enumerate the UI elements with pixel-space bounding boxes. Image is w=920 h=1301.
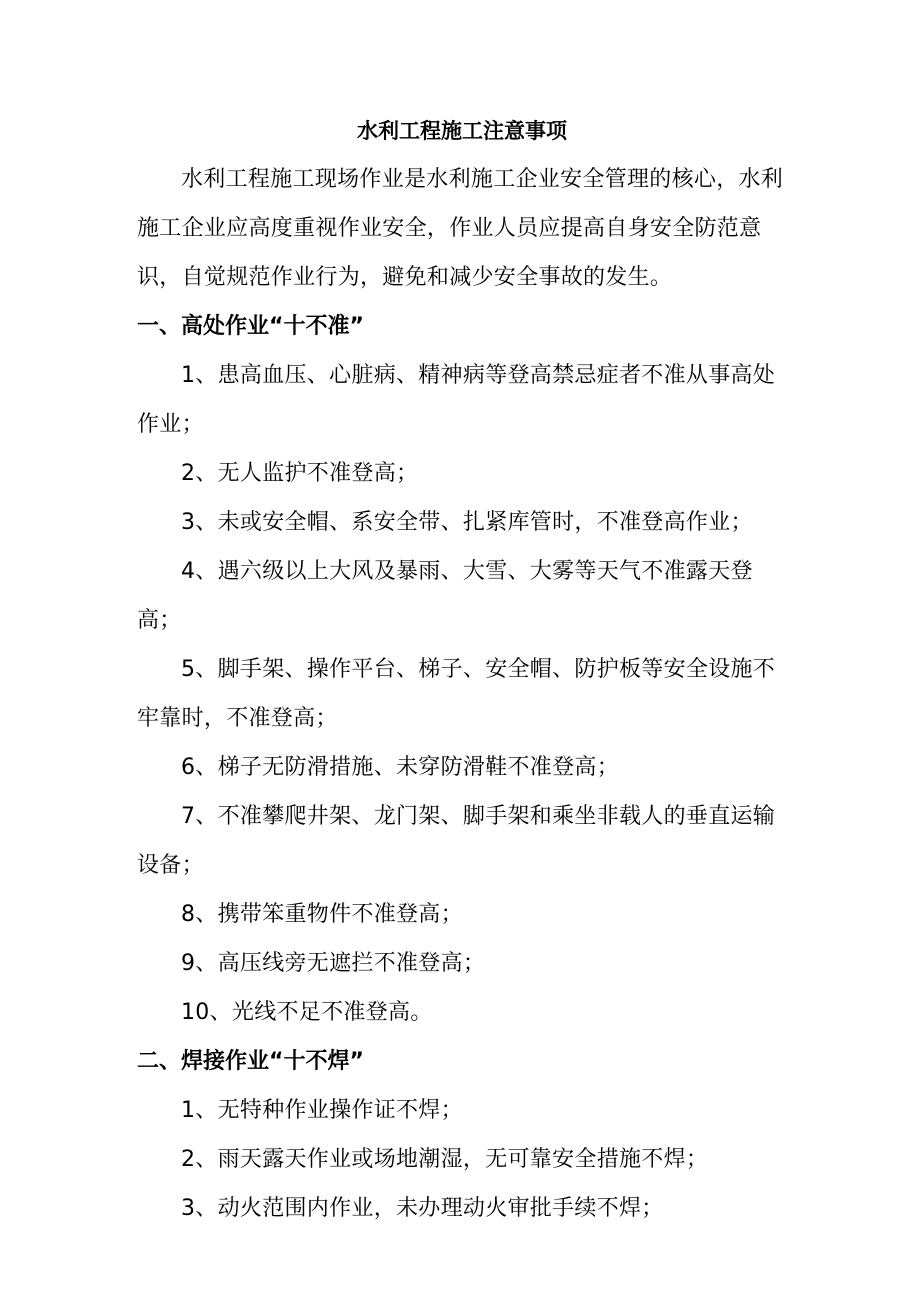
list-item: 3、动火范围内作业，未办理动火审批手续不焊； [181,1196,664,1221]
list-item: 2、雨天露天作业或场地潮湿，无可靠安全措施不焊； [181,1147,709,1172]
list-item: 3、未或安全帽、系安全带、扎紧库管时，不准登高作业； [181,510,753,535]
list-item: 1、患高血压、心脏病、精神病等登高禁忌症者不准从事高处作业； [137,363,776,437]
section-welding [137,1037,787,1233]
section-heading: 二、焊接作业“十不焊” [137,1049,364,1074]
document-title: 水利工程施工注意事项 [357,119,567,143]
list-item: 10、光线不足不准登高。 [181,1000,433,1025]
list-item: 4、遇六级以上大风及暴雨、大雪、大雾等天气不准露天登高； [137,559,753,633]
list-item: 1、无特种作业操作证不焊； [181,1098,463,1123]
list-item: 2、无人监护不准登高； [181,461,419,486]
list-item: 5、脚手架、操作平台、梯子、安全帽、防护板等安全设施不牢靠时，不准登高； [137,657,776,731]
list-item: 8、携带笨重物件不准登高； [181,902,463,927]
intro-paragraph: 水利工程施工现场作业是水利施工企业安全管理的核心，水利施工企业应高度重视作业安全，作业人员应提高自身安全防范意识，自觉规范作业行为，避免和减少安全事故的发生。 [137,167,784,290]
document-page [137,115,787,1233]
list-item: 7、不准攀爬井架、龙门架、脚手架和乘坐非载人的垂直运输设备； [137,804,776,878]
list-item: 6、梯子无防滑措施、未穿防滑鞋不准登高； [181,755,619,780]
section-high-altitude [137,302,787,1037]
list-item: 9、高压线旁无遮拦不准登高； [181,951,486,976]
section-heading: 一、高处作业“十不准” [137,314,364,339]
